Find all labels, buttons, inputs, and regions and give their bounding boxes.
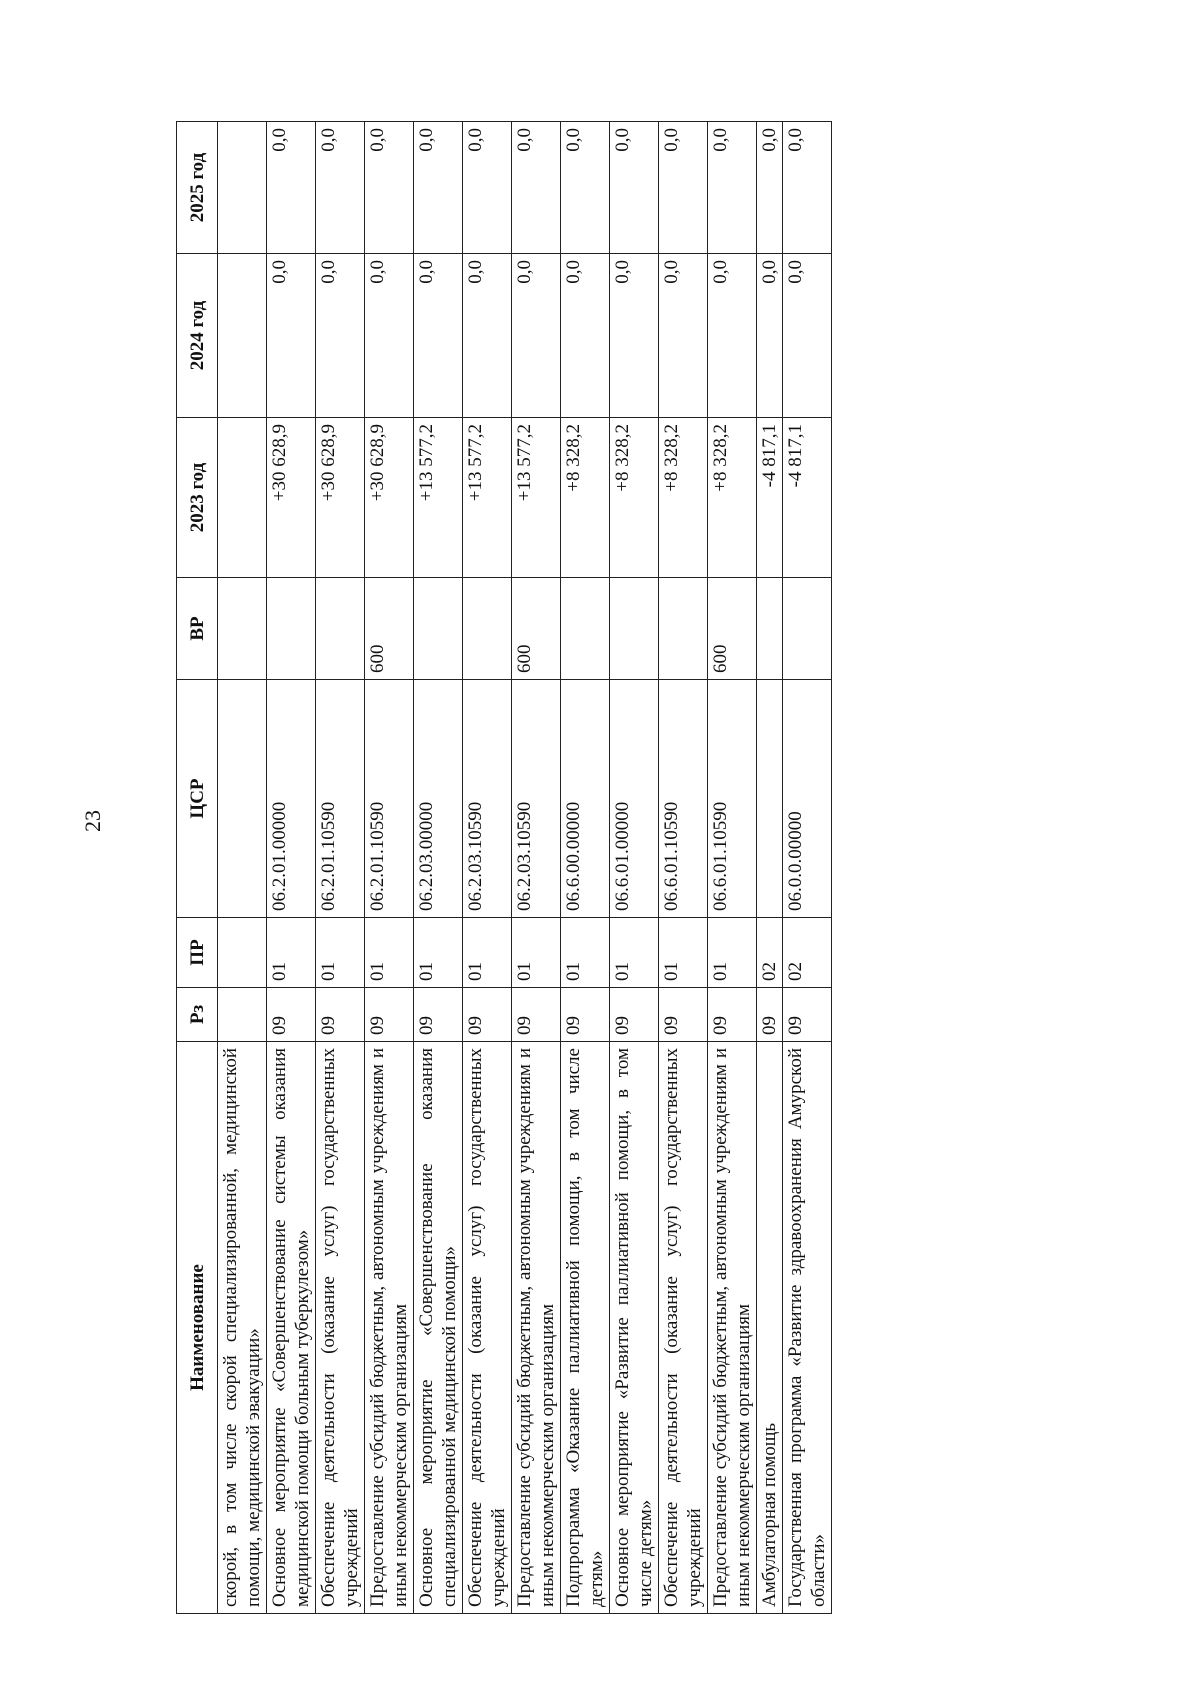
cell-rz: 09 bbox=[316, 988, 365, 1042]
cell-2023: +8 328,2 bbox=[659, 418, 708, 578]
page-number: 23 bbox=[80, 810, 105, 832]
cell-pr: 01 bbox=[561, 918, 610, 988]
cell-csr: 06.6.01.10590 bbox=[659, 680, 708, 918]
cell-2025: 0,0 bbox=[708, 122, 757, 254]
cell-csr: 06.6.00.00000 bbox=[561, 680, 610, 918]
cell-csr: 06.2.03.10590 bbox=[463, 680, 512, 918]
header-csr: ЦСР bbox=[177, 680, 218, 918]
cell-rz: 09 bbox=[414, 988, 463, 1042]
header-2023: 2023 год bbox=[177, 418, 218, 578]
cell-csr: 06.6.01.00000 bbox=[610, 680, 659, 918]
cell-csr: 06.2.01.00000 bbox=[267, 680, 316, 918]
cell-csr: 06.2.01.10590 bbox=[316, 680, 365, 918]
cell-2023 bbox=[218, 418, 267, 578]
cell-pr: 01 bbox=[708, 918, 757, 988]
cell-csr: 06.2.03.00000 bbox=[414, 680, 463, 918]
cell-2025: 0,0 bbox=[414, 122, 463, 254]
cell-2025: 0,0 bbox=[512, 122, 561, 254]
budget-table-container bbox=[176, 122, 1014, 1614]
cell-name: Предоставление субсидий бюджетным, автономным учреждениям и иным некоммерческим организациям bbox=[708, 1042, 757, 1614]
cell-rz: 09 bbox=[659, 988, 708, 1042]
cell-2025: 0,0 bbox=[561, 122, 610, 254]
cell-csr bbox=[757, 680, 783, 918]
cell-name: Предоставление субсидий бюджетным, автономным учреждениям и иным некоммерческим организациям bbox=[365, 1042, 414, 1614]
cell-rz: 09 bbox=[365, 988, 414, 1042]
cell-pr: 01 bbox=[463, 918, 512, 988]
cell-csr: 06.2.01.10590 bbox=[365, 680, 414, 918]
table-row bbox=[218, 122, 267, 1614]
cell-rz: 09 bbox=[610, 988, 659, 1042]
cell-name: Основное мероприятие «Совершенствование системы оказания медицинской помощи больным туберкулезом» bbox=[267, 1042, 316, 1614]
cell-pr: 02 bbox=[757, 918, 783, 988]
cell-pr: 01 bbox=[414, 918, 463, 988]
cell-2024: 0,0 bbox=[414, 254, 463, 418]
cell-name: Амбулаторная помощь bbox=[757, 1042, 783, 1614]
table-row bbox=[267, 122, 316, 1614]
cell-name: Обеспечение деятельности (оказание услуг) государственных учреждений bbox=[316, 1042, 365, 1614]
cell-pr: 01 bbox=[610, 918, 659, 988]
cell-pr: 01 bbox=[365, 918, 414, 988]
cell-rz: 09 bbox=[783, 988, 832, 1042]
table-row bbox=[757, 122, 783, 1614]
table-row bbox=[610, 122, 659, 1614]
cell-2024: 0,0 bbox=[512, 254, 561, 418]
cell-2024: 0,0 bbox=[267, 254, 316, 418]
cell-2023: +30 628,9 bbox=[316, 418, 365, 578]
cell-2025: 0,0 bbox=[463, 122, 512, 254]
cell-2024: 0,0 bbox=[659, 254, 708, 418]
cell-name: Обеспечение деятельности (оказание услуг) государственных учреждений bbox=[463, 1042, 512, 1614]
cell-rz: 09 bbox=[512, 988, 561, 1042]
cell-2024: 0,0 bbox=[783, 254, 832, 418]
cell-rz: 09 bbox=[757, 988, 783, 1042]
cell-vr bbox=[463, 578, 512, 680]
cell-name: Государственная программа «Развитие здравоохранения Амурской области» bbox=[783, 1042, 832, 1614]
header-pr: ПР bbox=[177, 918, 218, 988]
cell-vr bbox=[267, 578, 316, 680]
cell-pr: 01 bbox=[316, 918, 365, 988]
header-vr: ВР bbox=[177, 578, 218, 680]
table-row bbox=[512, 122, 561, 1614]
table-row bbox=[783, 122, 832, 1614]
cell-name: Основное мероприятие «Развитие паллиативной помощи, в том числе детям» bbox=[610, 1042, 659, 1614]
cell-2024: 0,0 bbox=[610, 254, 659, 418]
cell-2024: 0,0 bbox=[561, 254, 610, 418]
cell-pr: 02 bbox=[783, 918, 832, 988]
header-name: Наименование bbox=[177, 1042, 218, 1614]
cell-2023: +8 328,2 bbox=[610, 418, 659, 578]
cell-2024: 0,0 bbox=[463, 254, 512, 418]
cell-2023: -4 817,1 bbox=[757, 418, 783, 578]
cell-2025: 0,0 bbox=[783, 122, 832, 254]
table-row bbox=[365, 122, 414, 1614]
cell-2023: +8 328,2 bbox=[561, 418, 610, 578]
cell-vr bbox=[659, 578, 708, 680]
header-2025: 2025 год bbox=[177, 122, 218, 254]
cell-name: скорой, в том числе скорой специализированной, медицинской помощи, медицинской эвакуации» bbox=[218, 1042, 267, 1614]
header-2024: 2024 год bbox=[177, 254, 218, 418]
cell-2025: 0,0 bbox=[610, 122, 659, 254]
cell-2023: +13 577,2 bbox=[463, 418, 512, 578]
cell-vr bbox=[218, 578, 267, 680]
cell-rz: 09 bbox=[708, 988, 757, 1042]
cell-name: Основное мероприятие «Совершенствование оказания специализированной медицинской помощи» bbox=[414, 1042, 463, 1614]
cell-2025 bbox=[218, 122, 267, 254]
cell-name: Предоставление субсидий бюджетным, автономным учреждениям и иным некоммерческим организациям bbox=[512, 1042, 561, 1614]
cell-2023: +13 577,2 bbox=[512, 418, 561, 578]
cell-name: Обеспечение деятельности (оказание услуг) государственных учреждений bbox=[659, 1042, 708, 1614]
cell-rz: 09 bbox=[463, 988, 512, 1042]
cell-rz: 09 bbox=[561, 988, 610, 1042]
cell-vr bbox=[561, 578, 610, 680]
cell-vr bbox=[316, 578, 365, 680]
cell-pr bbox=[218, 918, 267, 988]
cell-2023: +13 577,2 bbox=[414, 418, 463, 578]
cell-2025: 0,0 bbox=[757, 122, 783, 254]
cell-2023: +8 328,2 bbox=[708, 418, 757, 578]
cell-vr: 600 bbox=[708, 578, 757, 680]
cell-2025: 0,0 bbox=[365, 122, 414, 254]
cell-vr: 600 bbox=[512, 578, 561, 680]
cell-2024: 0,0 bbox=[316, 254, 365, 418]
cell-csr: 06.2.03.10590 bbox=[512, 680, 561, 918]
table-row bbox=[708, 122, 757, 1614]
table-row bbox=[463, 122, 512, 1614]
cell-rz bbox=[218, 988, 267, 1042]
table-row bbox=[659, 122, 708, 1614]
cell-vr bbox=[610, 578, 659, 680]
header-rz: Рз bbox=[177, 988, 218, 1042]
budget-table bbox=[176, 121, 832, 1614]
cell-csr bbox=[218, 680, 267, 918]
cell-vr: 600 bbox=[365, 578, 414, 680]
cell-vr bbox=[414, 578, 463, 680]
cell-pr: 01 bbox=[512, 918, 561, 988]
cell-rz: 09 bbox=[267, 988, 316, 1042]
cell-2025: 0,0 bbox=[659, 122, 708, 254]
table-row bbox=[316, 122, 365, 1614]
cell-csr: 06.6.01.10590 bbox=[708, 680, 757, 918]
cell-pr: 01 bbox=[659, 918, 708, 988]
cell-2024: 0,0 bbox=[365, 254, 414, 418]
cell-2024 bbox=[218, 254, 267, 418]
table-body bbox=[218, 122, 832, 1614]
cell-pr: 01 bbox=[267, 918, 316, 988]
table-header-row bbox=[177, 122, 218, 1614]
cell-2025: 0,0 bbox=[267, 122, 316, 254]
cell-vr bbox=[757, 578, 783, 680]
table-row bbox=[561, 122, 610, 1614]
cell-2025: 0,0 bbox=[316, 122, 365, 254]
table-row bbox=[414, 122, 463, 1614]
cell-2023: +30 628,9 bbox=[365, 418, 414, 578]
cell-name: Подпрограмма «Оказание паллиативной помощи, в том числе детям» bbox=[561, 1042, 610, 1614]
cell-2024: 0,0 bbox=[708, 254, 757, 418]
cell-vr bbox=[783, 578, 832, 680]
cell-2023: -4 817,1 bbox=[783, 418, 832, 578]
cell-2023: +30 628,9 bbox=[267, 418, 316, 578]
cell-2024: 0,0 bbox=[757, 254, 783, 418]
cell-csr: 06.0.0.00000 bbox=[783, 680, 832, 918]
